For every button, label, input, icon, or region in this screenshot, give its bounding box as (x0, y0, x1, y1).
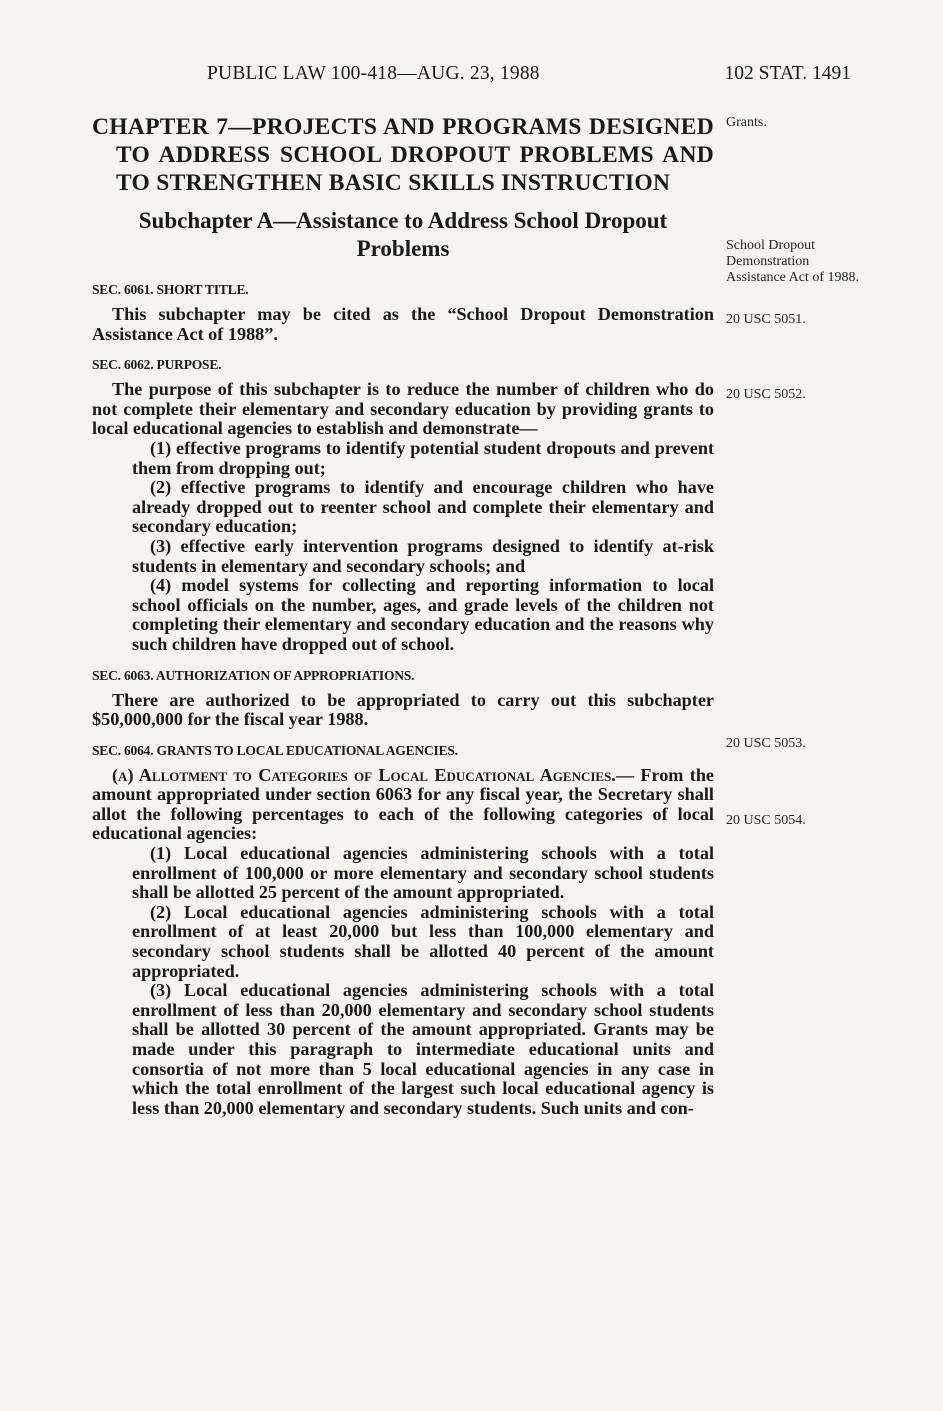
section-6062-item: (1) effective programs to identify potential student dropouts and prevent them from dropping out; (132, 437, 714, 478)
section-6064-item: (2) Local educational agencies administering schools with a total enrollment of at least 20,000 but less than 100,000 elementary and secondary school students shall be allotted 40 percent of the amount appropriated. (132, 901, 714, 981)
section-6061-text: This subchapter may be cited as the “School Dropout Demonstration Assistance Act of 1988”. (92, 304, 714, 344)
margin-note-usc-5052: 20 USC 5052. (726, 387, 806, 402)
chapter-title: CHAPTER 7—PROJECTS AND PROGRAMS DESIGNED TO ADDRESS SCHOOL DROPOUT PROBLEMS AND TO STRENGTHEN BASIC SKILLS INSTRUCTION (92, 114, 714, 196)
section-6062-item: (3) effective early intervention programs designed to identify at-risk students in elementary and secondary schools; and (132, 535, 714, 576)
margin-note-grants: Grants. (726, 115, 767, 130)
main-text-column (92, 113, 714, 1118)
law-citation: PUBLIC LAW 100-418—AUG. 23, 1988 (207, 63, 540, 84)
stat-page-number: 102 STAT. 1491 (724, 63, 851, 84)
section-6064-heading: SEC. 6064. GRANTS TO LOCAL EDUCATIONAL AGENCIES. (92, 742, 458, 758)
margin-note-usc-5051: 20 USC 5051. (726, 312, 806, 327)
margin-note-usc-5054: 20 USC 5054. (726, 813, 806, 828)
section-6064-subsection-a (92, 766, 714, 844)
margin-note-usc-5053: 20 USC 5053. (726, 736, 806, 751)
subchapter-title: Subchapter A—Assistance to Address School Dropout Problems (138, 208, 668, 261)
section-6063-heading: SEC. 6063. AUTHORIZATION OF APPROPRIATIONS. (92, 667, 415, 683)
section-6062-heading: SEC. 6062. PURPOSE. (92, 357, 222, 373)
subsection-a-label: (a) Allotment to Categories of Local Educational Agencies.— (112, 764, 635, 785)
section-6064-item: (3) Local educational agencies administering schools with a total enrollment of less than 20,000 elementary and secondary school students shall be allotted 30 percent of the amount appropriated. Grants may be made under this paragraph to intermediate educational units and consortia of not more than 5 local educational agencies in any case in which the total enrollment of the largest such local educational agency is less than 20,000 elementary and secondary students. Such units and con- (132, 980, 714, 1118)
section-6062-item: (2) effective programs to identify and encourage children who have already dropped out to reenter school and complete their elementary and secondary education; (132, 477, 714, 537)
section-6061-heading: SEC. 6061. SHORT TITLE. (92, 282, 249, 297)
subsection-a-text: From the amount appropriated under section 6063 for any fiscal year, the Secretary shall allot the following percentages to each of the following categories of local educational agencies: (92, 764, 715, 844)
margin-note-short-title: School Dropout Demonstration Assistance Act of 1988. (726, 238, 859, 285)
section-6064-item: (1) Local educational agencies administering schools with a total enrollment of 100,000 or more elementary and secondary school students shall be allotted 25 percent of the amount appropriated. (132, 843, 714, 903)
section-6062-item: (4) model systems for collecting and reporting information to local school officials on the number, ages, and grade levels of the children not completing their elementary and secondary education and the reasons why such children have dropped out of school. (132, 575, 714, 654)
section-6063-text: There are authorized to be appropriated to carry out this subchapter $50,000,000 for the fiscal year 1988. (92, 689, 714, 730)
running-head (0, 63, 943, 93)
section-6062-intro: The purpose of this subchapter is to reduce the number of children who do not complete their elementary and secondary education by providing grants to local educational agencies to establish and demonstrate— (92, 379, 714, 439)
